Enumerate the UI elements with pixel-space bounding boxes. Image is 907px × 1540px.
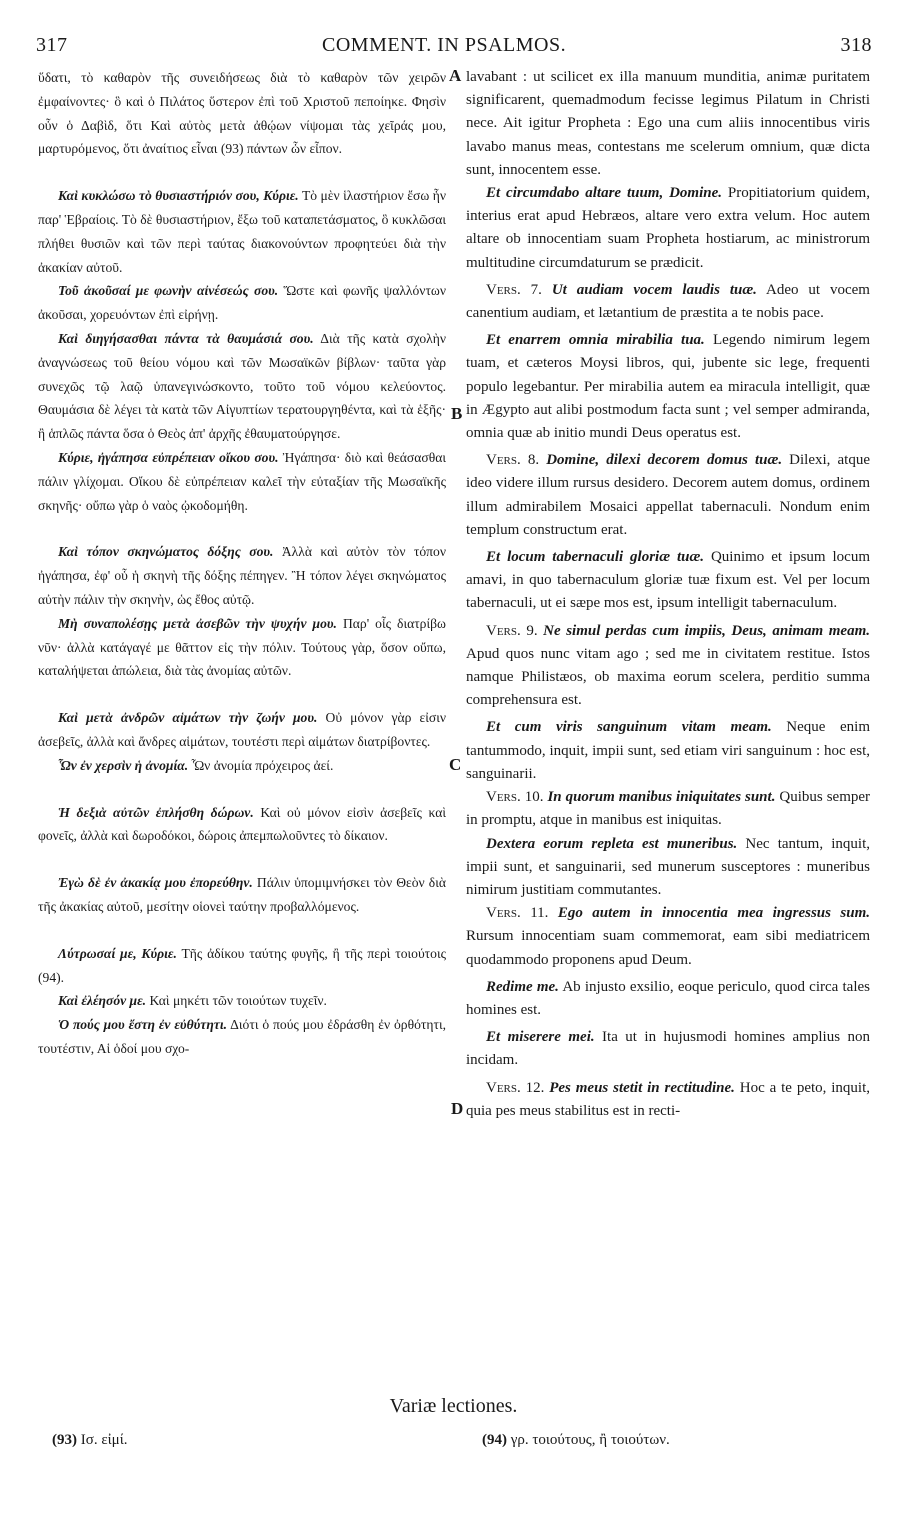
lemma: Καὶ κυκλώσω τὸ θυσιαστήριόν σου, Κύριε. xyxy=(58,188,299,204)
lemma: Τοῦ ἀκοῦσαί με φωνὴν αἰνέσεώς σου. xyxy=(58,283,279,299)
greek-paragraph: ὕδατι, τὸ καθαρὸν τῆς συνειδήσεως διὰ τὸ καθαρὸν τῶν χειρῶν ἐμφαίνοντες· ὃ καὶ ὁ Πιλάτος ὕστερον ἐπὶ τοῦ Χριστοῦ πεποίηκε. Φησὶν οὖν ὁ Δαβὶδ, ὅτι Καὶ αὐτὸς μετὰ ἀθῴων νίψομαι τὰς χεῖράς μου, μαρτυρόμενος, ὅτι ἀναίτιος εἶναι (93) πάντων ὧν εἶπον. xyxy=(38,70,446,157)
greek-paragraph: Ὁ πούς μου ἔστη ἐν εὐθύτητι. Διότι ὁ πούς μου ἐδράσθη ἐν ὀρθότητι, τουτέστιν, Αἱ ὁδοί μου σχο- xyxy=(38,1017,446,1056)
footnote-93 xyxy=(52,1432,128,1449)
latin-paragraph: Dextera eorum repleta est muneribus. Nec tantum, inquit, impii sunt, et sanguinarii, sed munerum susceptores : muneribus nimirum justitiam commutantes. xyxy=(466,835,870,898)
lemma: Ego autem in innocentia mea ingressus sum. xyxy=(557,905,871,922)
verse-number: Vers. 7. xyxy=(486,281,542,298)
greek-paragraph: Κύριε, ἠγάπησα εὐπρέπειαν οἴκου σου. Ἠγάπησα· διὸ καὶ θεάσασθαι πάλιν γλίχομαι. Οἴκου δὲ εὐπρέπειαν καλεῖ τὴν εὐταξίαν τῆς Μωσαϊκῆς σκηνῆς· οὔπω γὰρ ὁ ναὸς ᾠκοδομήθη. xyxy=(38,449,446,513)
footnote-94 xyxy=(482,1432,670,1449)
latin-paragraph: Vers. 12. Pes meus stetit in rectitudine. Hoc a te peto, inquit, quia pes meus stabilitus est in recti- xyxy=(466,1079,870,1119)
variant-readings-title: Variæ lectiones. xyxy=(389,1395,518,1417)
lemma: Et miserere mei. xyxy=(486,1029,595,1046)
greek-paragraph: Ὧν ἐν χερσὶν ἡ ἀνομία. Ὧν ἀνομία πρόχειρος ἀεί. xyxy=(58,757,334,773)
greek-paragraph: Καὶ ἐλέησόν με. Καὶ μηκέτι τῶν τοιούτων τυχεῖν. xyxy=(58,993,327,1009)
latin-paragraph: lavabant : ut scilicet ex illa manuum munditia, animæ puritatem significarent, quemadmodum fecisse legimus Pilatum in Christi nece. Ait igitur Propheta : Ego una cum aliis innocentibus viris lavabo manus meas, contestans me scelerum omnium, quæ dicta sunt, innocentem esse. xyxy=(466,69,870,178)
lemma: Μὴ συναπολέσῃς μετὰ ἀσεβῶν τὴν ψυχήν μου. xyxy=(58,615,337,631)
lemma: Ἐγὼ δὲ ἐν ἀκακίᾳ μου ἐπορεύθην. xyxy=(58,875,253,891)
greek-paragraph: Τοῦ ἀκοῦσαί με φωνὴν αἰνέσεώς σου. Ὥστε καὶ φωνῆς ψαλλόντων ἀκοῦσαι, χορευόντων ἐπὶ εἰρήνῃ. xyxy=(38,283,446,323)
lemma: Et cum viris sanguinum vitam meam. xyxy=(486,719,772,736)
latin-paragraph: Et cum viris sanguinum vitam meam. Neque enim tantummodo, inquit, impii sunt, sed etiam viri sanguinum : hoc est, sanguinarii. xyxy=(466,719,871,782)
lemma: Pes meus stetit in rectitudine. xyxy=(549,1079,735,1096)
greek-paragraph: Καὶ κυκλώσω τὸ θυσιαστήριόν σου, Κύριε. Τὸ μὲν ἱλαστήριον ἔσω ἦν παρ' Ἑβραίοις. Τὸ δὲ θυσιαστήριον, ἔξω τοῦ καταπετάσματος, ὃ κυκλῶσαι πλήθει θυσιῶν καὶ τῶν περὶ ταύτας διακονούντων προφητεύει διὰ τὴν ἀκακίαν αὐτοῦ. xyxy=(38,188,446,275)
verse-number: Vers. 8. xyxy=(486,452,540,469)
lemma: Ut audiam vocem laudis tuæ. xyxy=(551,281,757,298)
greek-paragraph: Καὶ τόπον σκηνώματος δόξης σου. Ἀλλὰ καὶ αὐτὸν τὸν τόπον ἠγάπησα, ἐφ' οὗ ἡ σκηνὴ τῆς δόξης πέπηγεν. Ἢ τόπον λέγει σκηνώματος αὐτὴν πάλιν τὴν σκηνὴν, ὡς ἔθος αὐτῷ. xyxy=(38,544,446,607)
section-marker-d: D xyxy=(451,1099,464,1118)
lemma: Et locum tabernaculi gloriæ tuæ. xyxy=(486,549,705,566)
lemma: Ne simul perdas cum impiis, Deus, animam meam. xyxy=(543,622,871,639)
latin-paragraph: Vers. 8. Domine, dilexi decorem domus tuæ. Dilexi, atque ideo videre illum rursus desidero. Decorem autem domus, ordinem illum admirabilem Mosaici appellat tabernaculi. Nondum enim templum constructum erat. xyxy=(466,452,870,538)
latin-paragraph: Et miserere mei. Ita ut in hujusmodi homines amplius non incidam. xyxy=(466,1029,870,1069)
latin-paragraph: Vers. 11. Ego autem in innocentia mea ingressus sum. Rursum innocentiam suam commemorat, eam sibi mediatricem quodammodo proponens apud Deum. xyxy=(466,905,871,968)
greek-paragraph: Ἡ δεξιὰ αὐτῶν ἐπλήσθη δώρων. Καὶ οὐ μόνον εἰσὶν ἀσεβεῖς καὶ φονεῖς, ἀλλὰ καὶ δωροδόκοι, δώροις ἀπεμπωλοῦντες τὸ δίκαιον. xyxy=(38,804,447,844)
left-page-number: 317 xyxy=(36,34,68,56)
footnote-text: γρ. τοιούτους, ἢ τοιούτων. xyxy=(507,1432,670,1448)
lemma: Ὧν ἐν χερσὶν ἡ ἀνομία. xyxy=(58,757,189,773)
lemma: Καὶ διηγήσασθαι πάντα τὰ θαυμάσιά σου. xyxy=(58,330,314,346)
section-marker-a: A xyxy=(449,66,462,85)
lemma: Καὶ ἐλέησόν με. xyxy=(58,993,147,1009)
footnote-number: (93) xyxy=(52,1432,77,1448)
section-marker-c: C xyxy=(449,755,462,774)
lemma: Et enarrem omnia mirabilia tua. xyxy=(486,332,705,349)
lemma: Domine, dilexi decorem domus tuæ. xyxy=(546,452,783,469)
latin-paragraph: Et locum tabernaculi gloriæ tuæ. Quinimo et ipsum locum amavi, in quo tabernaculum gloriæ tuæ fixum est. Vel per locum tabernaculi, ut ei sæpe mos est, ipsum intelligit tabernaculum. xyxy=(466,549,870,612)
greek-paragraph: Καὶ διηγήσασθαι πάντα τὰ θαυμάσιά σου. Διὰ τῆς κατὰ σχολὴν ἀναγνώσεως τοῦ θείου νόμου καὶ τῶν Μωσαϊκῶν βίβλων· ταῦτα γὰρ συνεχῶς τῷ λαῷ ὑπανεγινώσκοντο, τοῦτο τοῦ νόμου κελεύοντος. Θαυμάσια δὲ λέγει τὰ κατὰ τῶν Αἰγυπτίων τερατουργηθέντα, καὶ τὰ ἑξῆς· ἢ ἁπλῶς πάντα ὅσα ὁ Θεὸς ἀπ' ἀρχῆς ἐθαυματούργησε. xyxy=(38,330,447,442)
lemma: Dextera eorum repleta est muneribus. xyxy=(486,835,738,852)
lemma: Ὁ πούς μου ἔστη ἐν εὐθύτητι. xyxy=(58,1017,228,1033)
lemma: Et circumdabo altare tuum, Domine. xyxy=(486,185,722,202)
greek-paragraph: Μὴ συναπολέσῃς μετὰ ἀσεβῶν τὴν ψυχήν μου. Παρ' οἷς διατρίβω νῦν· ἀλλὰ κατάγαγέ με θᾶττον εἰς τὴν πόλιν. Τούτους γὰρ, ὅσον οὔπω, καταλήψεται ἀπώλεια, διὰ τὰς ἀνομίας αὐτῶν. xyxy=(38,615,446,679)
lemma: Καὶ τόπον σκηνώματος δόξης σου. xyxy=(58,544,274,560)
lemma: Λύτρωσαί με, Κύριε. xyxy=(58,945,177,961)
greek-column xyxy=(38,66,446,1061)
greek-paragraph: Ἐγὼ δὲ ἐν ἀκακίᾳ μου ἐπορεύθην. Πάλιν ὑπομιμνήσκει τὸν Θεὸν διὰ τῆς ἀκακίας αὐτοῦ, μεσίτην οἱονεὶ ταύτην προβαλλόμενος. xyxy=(38,875,446,914)
greek-paragraph: Καὶ μετὰ ἀνδρῶν αἱμάτων τὴν ζωήν μου. Οὐ μόνον γὰρ εἰσιν ἀσεβεῖς, ἀλλὰ καὶ ἄνδρες αἱμάτων, τουτέστι περὶ αἱμάτων διατρίβοντες. xyxy=(38,710,446,749)
right-page-number: 318 xyxy=(840,34,872,56)
greek-paragraph: Λύτρωσαί με, Κύριε. Τῆς ἀδίκου ταύτης φυγῆς, ἢ τῆς περὶ τοιούτοις (94). xyxy=(38,945,446,985)
section-marker-b: B xyxy=(451,404,463,423)
lemma: Καὶ μετὰ ἀνδρῶν αἱμάτων τὴν ζωήν μου. xyxy=(58,710,318,726)
lemma: Redime me. xyxy=(486,978,559,995)
latin-paragraph: Vers. 7. Ut audiam vocem laudis tuæ. Adeo ut vocem canentium audiam, et lætantium de præstita a te nobis pace. xyxy=(466,281,870,322)
footnote-number: (94) xyxy=(482,1432,507,1448)
running-header xyxy=(36,34,872,62)
verse-number: Vers. 12. xyxy=(486,1079,545,1096)
latin-paragraph: Vers. 10. In quorum manibus iniquitates sunt. Quibus semper in promptu, atque in manibus est iniquitas. xyxy=(466,789,871,829)
verse-number: Vers. 10. xyxy=(486,789,544,806)
latin-paragraph: Et circumdabo altare tuum, Domine. Propitiatorium quidem, interius erat apud Hebræos, altare vero extra velum. Hoc autem altare ob innocentiam suam Propheta hostiarum, ac ministrorum multitudine circumdaturum se prædicit. xyxy=(466,185,870,271)
verse-number: Vers. 9. xyxy=(486,622,538,639)
verse-number: Vers. 11. xyxy=(486,905,549,922)
footnote-text: Ισ. εἰμί. xyxy=(77,1432,128,1448)
lemma: Κύριε, ἠγάπησα εὐπρέπειαν οἴκου σου. xyxy=(58,449,279,465)
latin-paragraph: Redime me. Ab injusto exsilio, eoque periculo, quod circa tales homines est. xyxy=(466,978,870,1018)
running-title: COMMENT. IN PSALMOS. xyxy=(322,34,567,56)
latin-paragraph: Et enarrem omnia mirabilia tua. Legendo nimirum legem tuam, et cæteros Moysi libros, qui, jubente sic lege, frequenti populo legebantur. Per mirabilia autem ea miracula intelligit, quæ in Ægypto aut alibi postmodum facta sunt ; vel semper admiranda, omnia quæ ab initio mundi Deus operatus est. xyxy=(466,332,870,442)
lemma: Ἡ δεξιὰ αὐτῶν ἐπλήσθη δώρων. xyxy=(58,804,254,820)
latin-paragraph: Vers. 9. Ne simul perdas cum impiis, Deus, animam meam. Apud quos nunc vitam ago ; sed me in civitatem restitue. Istos namque Philistæos, ob maxima eorum scelera, perditio summa comprehensura est. xyxy=(466,622,871,709)
lemma: In quorum manibus iniquitates sunt. xyxy=(547,789,776,806)
latin-column xyxy=(466,66,870,1123)
